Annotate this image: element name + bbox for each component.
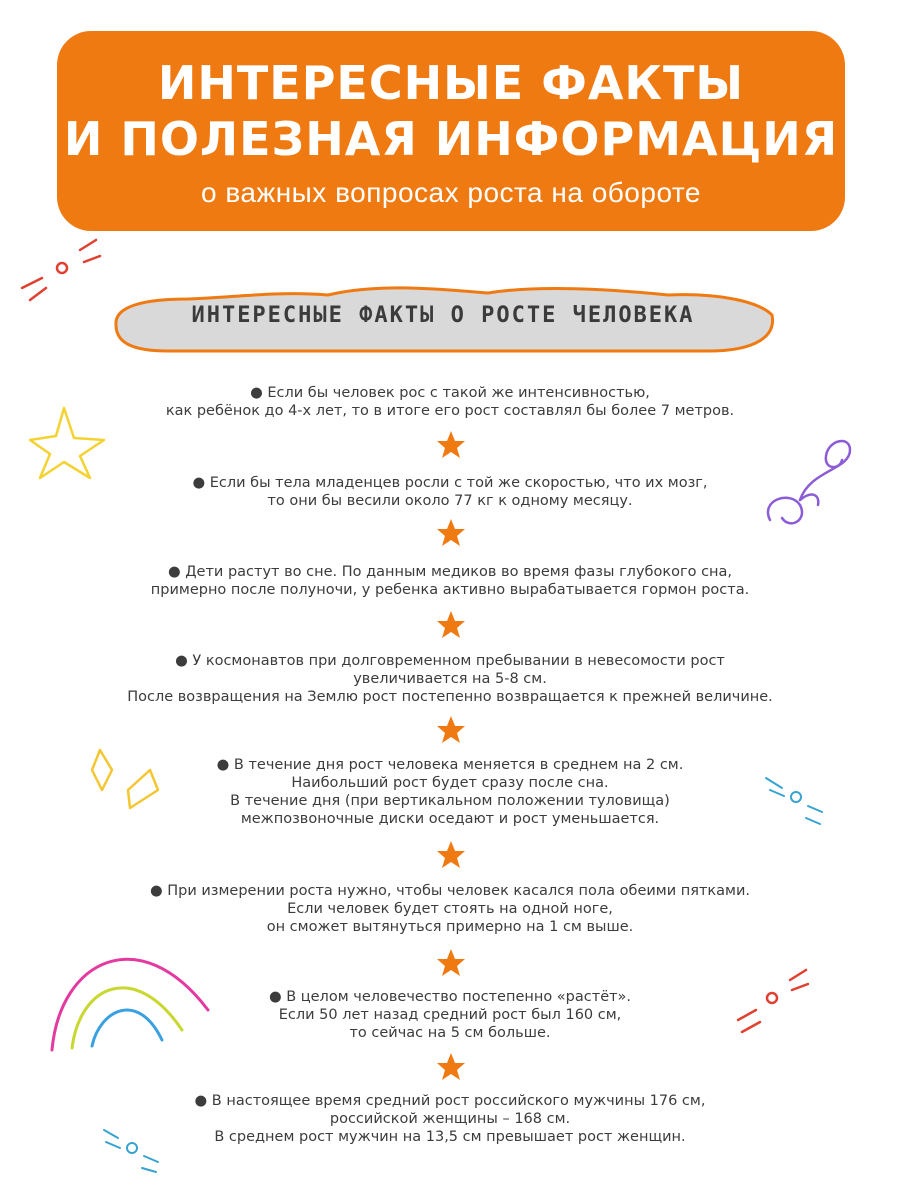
star-icon bbox=[436, 840, 466, 870]
fact-line: ● Дети растут во сне. По данным медиков во время фазы глубокого сна, bbox=[167, 564, 733, 580]
fact-item bbox=[100, 756, 800, 828]
fact-line: ● Если бы человек рос с такой же интенсивностью, bbox=[250, 385, 650, 401]
fact-item bbox=[100, 988, 800, 1042]
fact-item bbox=[100, 882, 800, 936]
fact-line: Если человек будет стоять на одной ноге, bbox=[287, 901, 613, 917]
fact-line: Наибольший рост будет сразу после сна. bbox=[291, 775, 609, 791]
fact-line: то сейчас на 5 см больше. bbox=[349, 1025, 551, 1041]
fact-line: ● Если бы тела младенцев росли с той же скоростью, что их мозг, bbox=[192, 475, 708, 491]
fact-item bbox=[100, 384, 800, 420]
fact-line: примерно после полуночи, у ребенка активно вырабатывается гормон роста. bbox=[150, 582, 750, 598]
fact-item bbox=[100, 563, 800, 599]
fact-line: ● У космонавтов при долговременном пребывании в невесомости рост bbox=[175, 653, 725, 669]
banner-title-line2: И ПОЛЕЗНАЯ ИНФОРМАЦИЯ bbox=[63, 112, 839, 166]
fact-line: В течение дня (при вертикальном положении туловища) bbox=[230, 793, 670, 809]
star-icon bbox=[436, 430, 466, 460]
fact-line: ● В настоящее время средний рост российского мужчины 176 см, bbox=[194, 1093, 706, 1109]
fact-line: межпозвоночные диски оседают и рост уменьшается. bbox=[240, 811, 660, 827]
banner-title-line1: ИНТЕРЕСНЫЕ ФАКТЫ bbox=[157, 56, 745, 110]
star-icon bbox=[436, 948, 466, 978]
fact-line: ● В течение дня рост человека меняется в среднем на 2 см. bbox=[216, 757, 684, 773]
fact-line: После возвращения на Землю рост постепенно возвращается к прежней величине. bbox=[127, 689, 773, 705]
yellow-star-doodle-icon bbox=[30, 408, 104, 478]
fact-line: В среднем рост мужчин на 13,5 см превышает рост женщин. bbox=[214, 1129, 686, 1145]
fact-line: как ребёнок до 4-х лет, то в итоге его рост составлял бы более 7 метров. bbox=[165, 403, 735, 419]
star-icon bbox=[436, 715, 466, 745]
fact-line: он сможет вытянуться примерно на 1 см выше. bbox=[266, 919, 634, 935]
banner-subtitle: о важных вопросах роста на обороте bbox=[201, 177, 701, 208]
star-icon bbox=[436, 610, 466, 640]
section-title-text: ИНТЕРЕСНЫЕ ФАКТЫ О РОСТЕ ЧЕЛОВЕКА bbox=[191, 303, 695, 328]
star-icon bbox=[436, 518, 466, 548]
fact-line: ● При измерении роста нужно, чтобы человек касался пола обеими пятками. bbox=[149, 883, 751, 899]
fact-line: то они бы весили около 77 кг к одному месяцу. bbox=[267, 493, 633, 509]
whiskers-doodle-icon bbox=[22, 240, 100, 300]
fact-line: увеличивается на 5-8 см. bbox=[353, 671, 547, 687]
fact-item bbox=[100, 474, 800, 510]
fact-item bbox=[100, 652, 800, 706]
section-title bbox=[108, 285, 778, 355]
fact-line: Если 50 лет назад средний рост был 160 см, bbox=[278, 1007, 622, 1023]
fact-item bbox=[100, 1092, 800, 1146]
star-icon bbox=[436, 1052, 466, 1082]
fact-line: ● В целом человечество постепенно «растёт». bbox=[268, 989, 632, 1005]
fact-line: российской женщины – 168 см. bbox=[329, 1111, 571, 1127]
